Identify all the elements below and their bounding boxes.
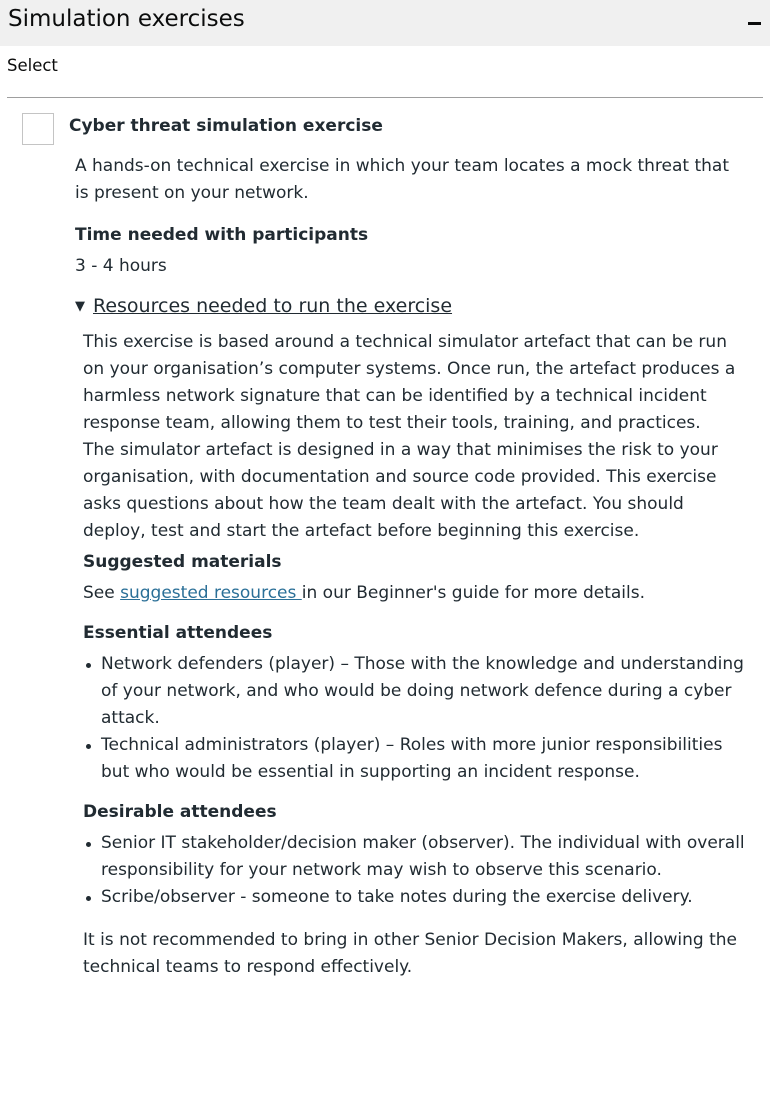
materials-suffix: in our Beginner's guide for more details. bbox=[301, 583, 646, 603]
list-item: Network defenders (player) – Those with the knowledge and understanding of your network, and who would be doing network defence during a cyber attack. bbox=[83, 651, 748, 732]
resources-content bbox=[83, 329, 748, 981]
collapse-button[interactable] bbox=[748, 12, 762, 32]
time-block bbox=[75, 223, 745, 280]
desirable-list bbox=[83, 830, 748, 911]
exercise-description-block bbox=[75, 153, 745, 207]
triangle-down-icon: ▼ bbox=[75, 299, 85, 314]
exercise-description: A hands-on technical exercise in which your team locates a mock threat that is present on your network. bbox=[75, 156, 730, 203]
essential-heading: Essential attendees bbox=[83, 623, 273, 643]
list-item: Technical administrators (player) – Roles with more junior responsibilities but who would be essential in supporting an incident response. bbox=[83, 732, 748, 786]
suggested-resources-link[interactable]: suggested resources bbox=[120, 583, 302, 603]
materials-text bbox=[83, 580, 748, 607]
desirable-heading: Desirable attendees bbox=[83, 802, 277, 822]
resources-details-toggle[interactable] bbox=[75, 292, 452, 321]
resources-paragraph-2: The simulator artefact is designed in a way that minimises the risk to your organisation, with documentation and source code provided. This exercise asks questions about how the team dealt with the artefact. You should deploy, test and start the artefact before beginning this exercise. bbox=[83, 440, 718, 541]
resources-details-label: Resources needed to run the exercise bbox=[93, 295, 453, 317]
time-heading: Time needed with participants bbox=[75, 225, 369, 245]
section-header bbox=[0, 0, 770, 46]
minus-icon bbox=[748, 22, 761, 25]
exercise-title: Cyber threat simulation exercise bbox=[69, 116, 383, 136]
section-title: Simulation exercises bbox=[8, 6, 245, 32]
resources-paragraph-1: This exercise is based around a technical simulator artefact that can be run on your organisation’s computer systems. Once run, the artefact produces a harmless network signature that can be identified by a technical incident response team, allowing them to test their tools, training, and practices. bbox=[83, 332, 736, 433]
closing-note: It is not recommended to bring in other Senior Decision Makers, allowing the technical teams to respond effectively. bbox=[83, 930, 737, 977]
materials-prefix: See bbox=[83, 583, 121, 603]
time-value: 3 - 4 hours bbox=[75, 256, 167, 276]
essential-list bbox=[83, 651, 748, 786]
list-item: Senior IT stakeholder/decision maker (observer). The individual with overall responsibility for your network may wish to observe this scenario. bbox=[83, 830, 748, 884]
materials-heading: Suggested materials bbox=[83, 552, 282, 572]
list-item: Scribe/observer - someone to take notes during the exercise delivery. bbox=[83, 884, 748, 911]
select-label: Select bbox=[7, 56, 58, 75]
exercise-checkbox[interactable] bbox=[22, 113, 54, 145]
divider bbox=[7, 97, 763, 98]
